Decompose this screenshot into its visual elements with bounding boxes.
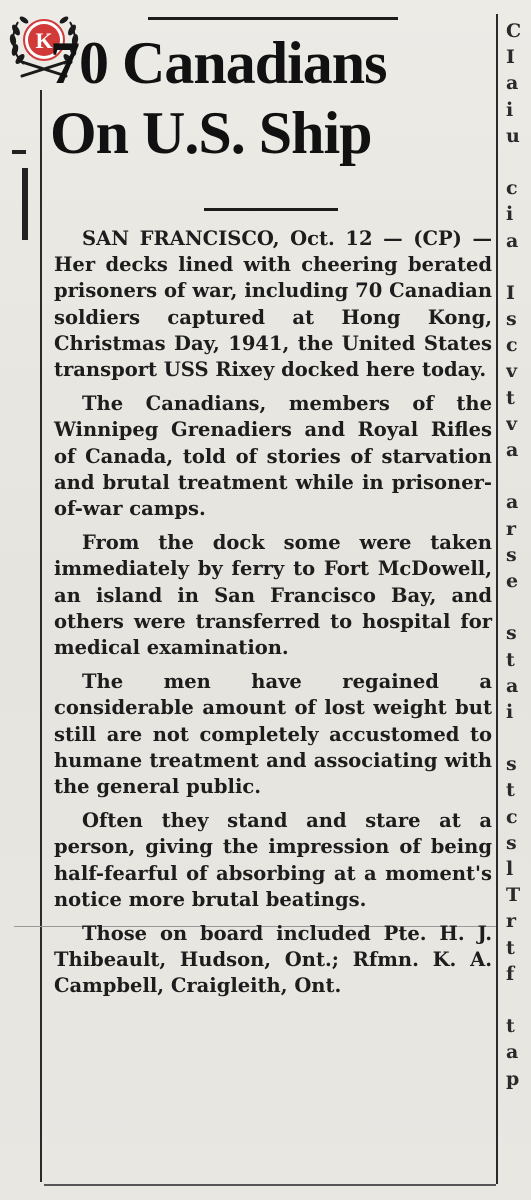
margin-letter: I: [506, 281, 515, 304]
margin-letter: i: [506, 700, 514, 723]
article-paragraph: Those on board included Pte. H. J. Thibeault, Hudson, Ont.; Rfmn. K. A. Campbell, Craigleith, Ont.: [54, 922, 492, 998]
bottom-rule: [44, 1184, 496, 1186]
margin-letter: s: [506, 543, 517, 566]
top-rule: [148, 17, 398, 20]
margin-letter: T: [506, 884, 521, 907]
article-paragraph: The Canadians, members of the Winnipeg Grenadiers and Royal Rifles of Canada, told of stories of starvation and brutal treatment while in prisoner-of-war camps.: [54, 392, 492, 521]
margin-letter: t: [506, 386, 515, 409]
margin-letter: t: [506, 648, 515, 671]
logo-letter: K: [35, 28, 53, 53]
margin-letter: f: [506, 962, 515, 985]
margin-letter: c: [506, 177, 518, 200]
headline-line-1: 70 Canadians: [50, 30, 387, 96]
margin-letter: l: [506, 858, 514, 880]
margin-letter: [506, 463, 528, 489]
article-paragraph: From the dock some were taken immediately by ferry to Fort McDowell, an island in San Francisco Bay, and others were transferred to hospital for medical examination.: [54, 531, 492, 660]
margin-letter: i: [506, 203, 514, 226]
margin-letter: a: [506, 229, 519, 252]
margin-letter: i: [506, 98, 514, 121]
headline-line-2: On U.S. Ship: [50, 100, 372, 166]
article-paragraph: Often they stand and stare at a person, giving the impression of being half-fearful of absorbing at a moment's notice more brutal beatings.: [54, 809, 492, 911]
margin-letter: p: [506, 1067, 520, 1090]
margin-letter: r: [506, 910, 517, 933]
margin-letter: s: [506, 753, 517, 776]
margin-letter: a: [506, 491, 519, 514]
margin-letter: t: [506, 936, 515, 959]
margin-letter: e: [506, 569, 519, 592]
margin-letter: C: [506, 20, 522, 42]
margin-letter: u: [506, 124, 520, 147]
margin-letter: [506, 725, 528, 751]
headline: [50, 28, 490, 168]
margin-letter: a: [506, 439, 519, 461]
margin-letter: a: [506, 674, 519, 697]
margin-letter: [506, 254, 528, 280]
margin-letter: t: [506, 779, 515, 802]
margin-letter: [506, 987, 528, 1013]
margin-letter: v: [506, 360, 518, 383]
article-paragraph: The men have regained a considerable amount of lost weight but still are not completely accustomed to humane treatment and associating with the general public.: [54, 670, 492, 799]
margin-letter: a: [506, 1041, 519, 1064]
margin-letter: c: [506, 334, 518, 357]
margin-letter: [506, 594, 528, 620]
margin-letter: s: [506, 831, 517, 854]
margin-letter: [506, 149, 528, 175]
article-body: [54, 226, 492, 1008]
adjacent-column-fragment: [506, 18, 528, 1092]
article-paragraph: SAN FRANCISCO, Oct. 12 — (CP) — Her decks lined with cheering berated prisoners of war, including 70 Canadian soldiers captured at Hong Kong, Christmas Day, 1941, the United States transport USS Rixey docked here today.: [54, 227, 492, 382]
margin-letter: s: [506, 622, 517, 645]
margin-letter: I: [506, 46, 515, 69]
margin-letter: v: [506, 412, 518, 435]
left-margin-mark: [12, 150, 26, 154]
left-margin-bar: [22, 168, 28, 240]
margin-letter: c: [506, 805, 518, 828]
margin-letter: t: [506, 1015, 515, 1038]
headline-separator: [204, 208, 338, 211]
right-column-rule: [496, 14, 498, 1184]
margin-letter: r: [506, 517, 517, 540]
left-column-rule: [40, 90, 42, 1182]
margin-letter: s: [506, 308, 517, 331]
margin-letter: a: [506, 72, 519, 95]
